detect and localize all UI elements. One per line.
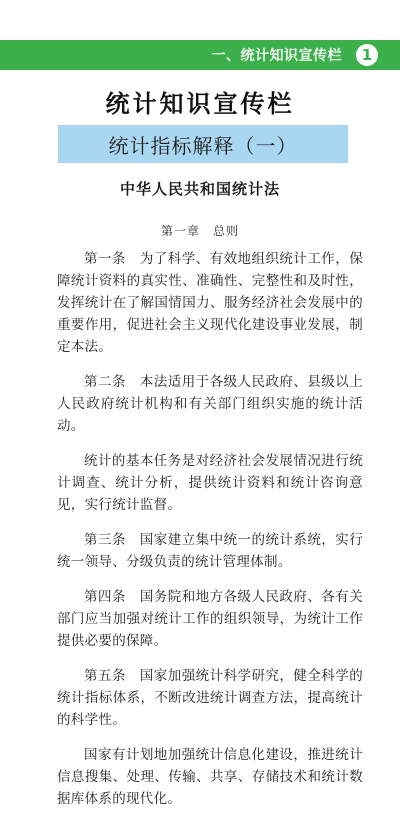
main-title: 统计知识宣传栏	[105, 90, 295, 118]
article-5: 第五条 国家加强统计科学研究，健全科学的统计指标体系，不断改进统计调查方法，提高统计的科学性。	[57, 668, 363, 728]
header-bar	[0, 40, 400, 70]
article-3: 第三条 国家建立集中统一的统计系统，实行统一领导、分级负责的统计管理体制。	[57, 532, 363, 570]
section-title-box	[58, 125, 348, 163]
article-4: 第四条 国务院和地方各级人民政府、各有关部门应当加强对统计工作的组织领导，为统计工作提供必要的保障。	[57, 589, 363, 649]
page-number-badge: 1	[356, 44, 378, 66]
section-title: 统计指标解释（一）	[108, 133, 298, 158]
article-1: 第一条 为了科学、有效地组织统计工作，保障统计资料的真实性、准确性、完整性和及时性，发挥统计在了解国情国力、服务经济社会发展中的重要作用，促进社会主义现代化建设事业发展，制定本法。	[57, 251, 363, 355]
law-title: 中华人民共和国统计法	[119, 180, 280, 198]
article-2-task: 统计的基本任务是对经济社会发展情况进行统计调查、统计分析，提供统计资料和统计咨询意见，实行统计监督。	[57, 453, 363, 513]
top-margin	[0, 0, 400, 38]
chapter-heading: 第一章 总则	[160, 224, 239, 238]
article-body	[57, 248, 363, 823]
header-title: 一、统计知识宣传栏	[211, 48, 342, 64]
article-5-informatization: 国家有计划地加强统计信息化建设，推进统计信息搜集、处理、传输、共享、存储技术和统计数据库体系的现代化。	[57, 747, 363, 807]
article-2: 第二条 本法适用于各级人民政府、县级以上人民政府统计机构和有关部门组织实施的统计活动。	[57, 374, 363, 434]
